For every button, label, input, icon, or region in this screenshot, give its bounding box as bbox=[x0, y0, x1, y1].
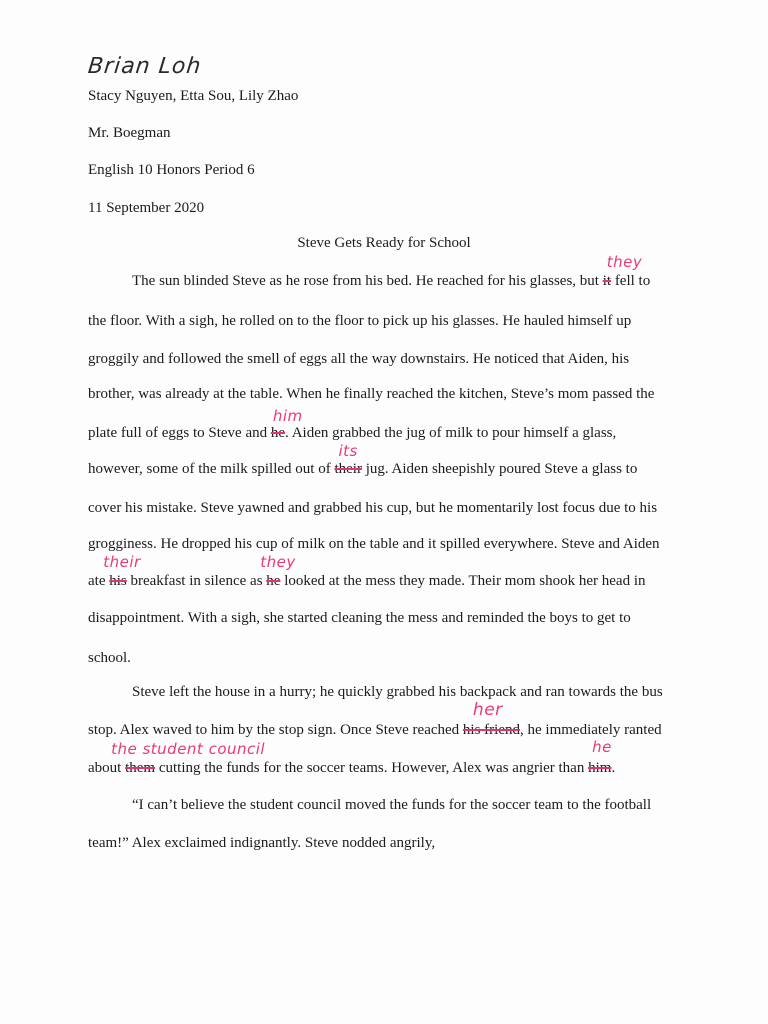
paragraph-line: “I can’t believe the student council moved the funds for the soccer team to the football bbox=[132, 797, 652, 813]
paragraph-line: groggily and followed the smell of eggs all the way downstairs. He noticed that Aiden, his bbox=[88, 351, 630, 367]
header-date: 11 September 2020 bbox=[88, 200, 205, 216]
header-names: Stacy Nguyen, Etta Sou, Lily Zhao bbox=[88, 88, 299, 104]
essay-title: Steve Gets Ready for School bbox=[297, 235, 471, 251]
struck-word bbox=[111, 740, 266, 776]
paragraph-line bbox=[88, 738, 616, 777]
correction-note: they bbox=[606, 253, 643, 271]
header-course: English 10 Honors Period 6 bbox=[88, 162, 255, 178]
text-segment: cutting the funds for the soccer teams. However, Alex was angrier than bbox=[155, 760, 589, 776]
text-segment: breakfast in silence as bbox=[126, 573, 267, 589]
struck-word bbox=[334, 442, 362, 477]
text-segment: about bbox=[88, 760, 126, 776]
struck-word bbox=[462, 700, 520, 738]
text-segment: he bbox=[266, 573, 281, 589]
struck-word bbox=[270, 407, 303, 441]
correction-note: her bbox=[472, 700, 503, 720]
text-segment: , he immediately ranted bbox=[520, 722, 662, 738]
correction-note: he bbox=[592, 738, 612, 756]
paragraph-line: disappointment. With a sigh, she started cleaning the mess and reminded the boys to get to bbox=[88, 610, 631, 626]
paragraph-line bbox=[88, 553, 646, 590]
text-segment: . Aiden grabbed the jug of milk to pour himself a glass, bbox=[285, 425, 617, 441]
paragraph-line: Steve left the house in a hurry; he quickly grabbed his backpack and ran towards the bus bbox=[132, 684, 663, 700]
handwritten-name: Brian Loh bbox=[86, 54, 203, 79]
paragraph-line: the floor. With a sigh, he rolled on to the floor to pick up his glasses. He hauled himself up bbox=[88, 313, 632, 329]
correction-note: the student council bbox=[111, 740, 266, 758]
text-segment: his bbox=[109, 573, 127, 589]
text-segment: however, some of the milk spilled out of bbox=[88, 461, 335, 477]
text-segment: . bbox=[611, 760, 616, 776]
text-segment: looked at the mess they made. Their mom shook her head in bbox=[280, 573, 646, 589]
text-segment: The sun blinded Steve as he rose from his bed. He reached for his glasses, but bbox=[132, 273, 603, 289]
text-segment: fell to bbox=[611, 273, 651, 289]
text-segment: them bbox=[125, 760, 156, 776]
correction-note: their bbox=[103, 553, 141, 571]
text-segment: their bbox=[334, 461, 362, 477]
paragraph-line bbox=[88, 407, 617, 442]
paragraph-line: school. bbox=[88, 650, 131, 666]
paragraph-line: cover his mistake. Steve yawned and grabbed his cup, but he momentarily lost focus due to his bbox=[88, 500, 658, 516]
paragraph-line: brother, was already at the table. When he finally reached the kitchen, Steve’s mom passed the bbox=[88, 386, 655, 402]
struck-word bbox=[588, 738, 612, 776]
header-teacher: Mr. Boegman bbox=[88, 125, 171, 141]
paragraph-line: team!” Alex exclaimed indignantly. Steve nodded angrily, bbox=[88, 835, 436, 851]
correction-note: its bbox=[338, 442, 358, 460]
text-segment: ate bbox=[88, 573, 110, 589]
struck-word bbox=[260, 553, 296, 589]
text-segment: it bbox=[602, 273, 612, 289]
text-segment: him bbox=[588, 760, 612, 776]
struck-word bbox=[103, 553, 141, 589]
text-segment: his friend bbox=[462, 722, 520, 738]
text-segment: he bbox=[270, 425, 286, 441]
text-segment: plate full of eggs to Steve and bbox=[88, 425, 271, 441]
correction-note: they bbox=[260, 553, 296, 571]
paragraph-line bbox=[88, 700, 662, 739]
text-segment: stop. Alex waved to him by the stop sign. Once Steve reached bbox=[88, 722, 463, 738]
paragraph-line bbox=[132, 253, 651, 290]
paragraph-line: grogginess. He dropped his cup of milk on the table and it spilled everywhere. Steve and Aiden bbox=[88, 536, 660, 552]
correction-note: him bbox=[272, 407, 303, 425]
paragraph-line bbox=[88, 442, 638, 478]
text-segment: jug. Aiden sheepishly poured Steve a glass to bbox=[361, 461, 638, 477]
